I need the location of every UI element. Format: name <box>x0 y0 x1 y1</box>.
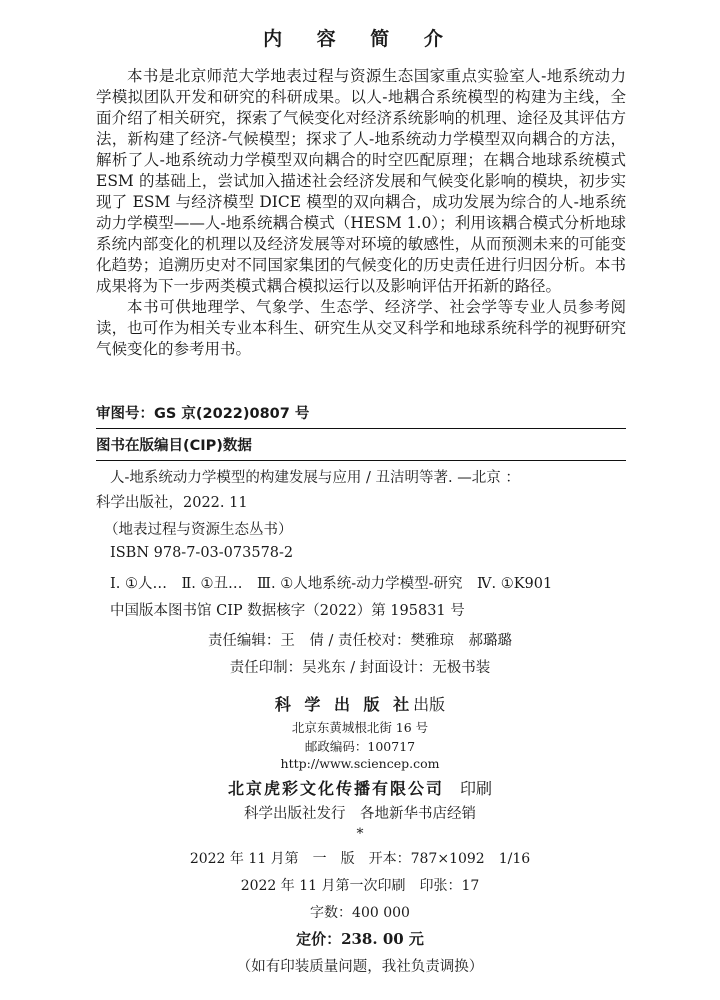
distribution-line: 科学出版社发行 各地新华书店经销 <box>244 806 476 822</box>
cip-header: 图书在版编目(CIP)数据 <box>96 438 252 454</box>
quality-note: （如有印装质量问题，我社负责调换） <box>236 959 484 975</box>
separator-star: * <box>356 826 364 842</box>
printer-name: 北京虎彩文化传播有限公司 <box>227 779 444 798</box>
publisher-name: 科 学 出 版 社 <box>274 695 414 714</box>
publisher-line <box>0 692 720 715</box>
cip-series-line: （地表过程与资源生态丛书） <box>104 522 293 538</box>
price: 定价：238. 00 元 <box>296 930 424 948</box>
cip-publisher-line: 科学出版社，2022. 11 <box>96 495 248 511</box>
cip-classification-line: Ⅰ. ①人… Ⅱ. ①丑… Ⅲ. ①人地系统-动力学模型-研究 Ⅳ. ①K901 <box>110 576 553 592</box>
page-title: 内 容 简 介 <box>263 28 457 50</box>
editor-credits: 责任编辑：王 倩 / 责任校对：樊雅琼 郝璐璐 <box>207 633 513 649</box>
map-approval-number: 审图号：GS 京(2022)0807 号 <box>96 406 310 422</box>
abstract-paragraph-2: 本书可供地理学、气象学、生态学、经济学、社会学等专业人员参考阅读，也可作为相关专业本科生、研究生从交叉科学和地球系统科学的视野研究气候变化的参考用书。 <box>96 298 626 358</box>
publisher-url: http://www.sciencep.com <box>280 756 440 771</box>
publisher-address: 北京东黄城根北街 16 号 <box>291 720 429 735</box>
abstract <box>96 66 626 360</box>
publisher-suffix: 出版 <box>413 695 446 714</box>
cip-isbn-line: ISBN 978-7-03-073578-2 <box>110 545 294 561</box>
divider-top <box>96 428 626 429</box>
abstract-paragraph-1: 本书是北京师范大学地表过程与资源生态国家重点实验室人-地系统动力学模拟团队开发和研究的科研成果。以人-地耦合系统模型的构建为主线，全面介绍了相关研究，探索了气候变化对经济系统影响的机理、途径及其评估方法，新构建了经济-气候模型；探求了人-地系统动力学模型双向耦合的方法，解析了人-地系统动力学模型双向耦合的时空匹配原理；在耦合地球系统模式 ESM 的基础上，尝试加入描述社会经济发展和气候变化影响的模块，初步实现了 ESM 与经济模型 DICE 模型的双向耦合，成功发展为综合的人-地系统动力学模型——人-地系统耦合模式（HESM 1.0）；利用该耦合模式分析地球系统内部变化的机理以及经济发展等对环境的敏感性，从而预测未来的可能变化趋势；追溯历史对不同国家集团的气候变化的历史责任进行归因分析。本书成果将为下一步两类模式耦合模拟运行以及影响评估开拓新的路径。 <box>96 67 626 295</box>
edition-line: 2022 年 11 月第 一 版 开本：787×1092 1/16 <box>189 851 531 867</box>
cip-record-number-line: 中国版本图书馆 CIP 数据核字（2022）第 195831 号 <box>110 603 465 619</box>
production-credits: 责任印制：吴兆东 / 封面设计：无极书装 <box>229 660 491 676</box>
divider-bottom <box>96 460 626 461</box>
printing-line: 2022 年 11 月第一次印刷 印张：17 <box>240 878 480 894</box>
publisher-postcode: 邮政编码：100717 <box>304 739 416 754</box>
printer-suffix: 印刷 <box>460 779 493 798</box>
cip-title-line: 人-地系统动力学模型的构建发展与应用 / 丑洁明等著. —北京 ： <box>110 470 520 486</box>
printer-line <box>0 776 720 799</box>
word-count: 字数：400 000 <box>310 905 410 921</box>
